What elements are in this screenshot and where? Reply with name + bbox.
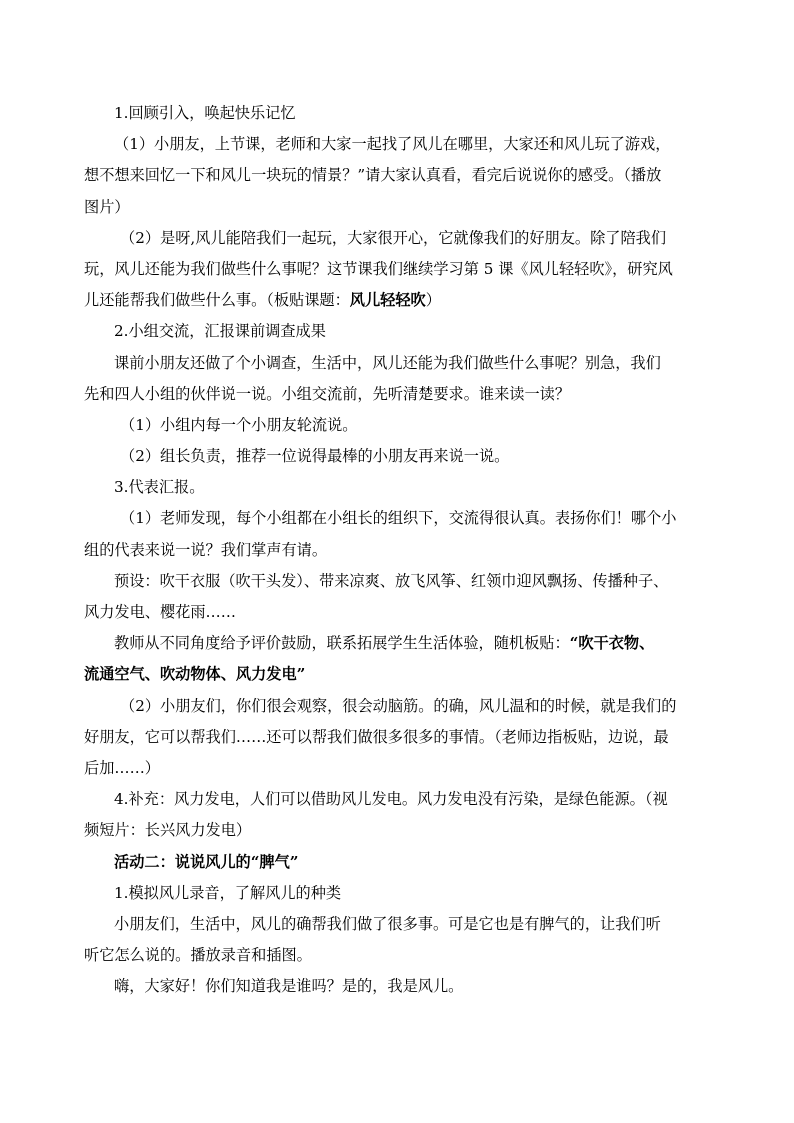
paragraph-line: 先和四人小组的伙伴说一说。小组交流前，先听清楚要求。谁来读一读？ [84, 384, 570, 403]
board-words-bold: “吹干衣物、 [569, 634, 655, 653]
paragraph-line: 小朋友们，生活中，风儿的确帮我们做了很多事。可是它也是有脾气的，让我们听 [114, 914, 661, 933]
paragraph-line: 听它怎么说的。播放录音和插图。 [84, 946, 312, 965]
section-heading: 3.代表汇报。 [114, 478, 205, 497]
paragraph-line: 课前小朋友还做了个小调查，生活中，风儿还能为我们做些什么事呢？别急，我们 [114, 353, 661, 372]
section-heading: 1.模拟风儿录音，了解风儿的种类 [114, 883, 342, 902]
paragraph-line: 预设：吹干衣服（吹干头发）、带来凉爽、放飞风筝、红领巾迎风飘扬、传播种子、 [114, 571, 669, 590]
paragraph-line: 频短片：长兴风力发电） [84, 821, 252, 840]
paragraph-line: 好朋友，它可以帮我们……还可以帮我们做很多很多的事情。（老师边指板贴，边说，最 [84, 727, 669, 746]
section-heading: 1.回顾引入，唤起快乐记忆 [114, 104, 296, 122]
paragraph-line: 风力发电、樱花雨…… [84, 603, 236, 621]
paragraph-text: 教师从不同角度给予评价鼓励，联系拓展学生生活体验，随机板贴： [114, 634, 570, 653]
paragraph-text: 儿还能帮我们做些什么事。（板贴课题： [84, 291, 350, 310]
paragraph-line: 玩，风儿还能为我们做些什么事呢？这节课我们继续学习第 5 课《风儿轻轻吹》，研究风 [84, 259, 673, 278]
paragraph-line: 嗨，大家好！你们知道我是谁吗？是的，我是风儿。 [114, 977, 464, 996]
paragraph-line: （2）是呀,风儿能陪我们一起玩，大家很开心，它就像我们的好朋友。除了陪我们 [120, 228, 667, 247]
paragraph-line: （1）老师发现，每个小组都在小组长的组织下，交流得很认真。表扬你们！哪个小 [120, 509, 677, 528]
paragraph-line: （2）组长负责，推荐一位说得最棒的小朋友再来说一说。 [120, 447, 510, 466]
paragraph-line [84, 628, 704, 659]
activity-heading: 活动二：说说风儿的“脾气” [114, 852, 299, 871]
paragraph-line: 后加……） [84, 758, 160, 777]
board-title-bold: 风儿轻轻吹 [349, 291, 426, 310]
paragraph-line: 组的代表来说一说？我们掌声有请。 [84, 540, 327, 559]
paragraph-line: （1）小朋友，上节课，老师和大家一起找了风儿在哪里，大家还和风儿玩了游戏， [114, 135, 671, 154]
paragraph-line [84, 285, 704, 316]
paragraph-line: 4.补充：风力发电，人们可以借助风儿发电。风力发电没有污染，是绿色能源。（视 [114, 790, 668, 809]
board-words-bold: 流通空气、吹动物体、风力发电” [84, 665, 306, 684]
lesson-plan-body [84, 98, 704, 1002]
paragraph-line: （1）小组内每一个小朋友轮流说。 [120, 415, 358, 434]
section-heading: 2.小组交流，汇报课前调查成果 [114, 322, 326, 341]
paragraph-line: 想不想来回忆一下和风儿一块玩的情景？”请大家认真看，看完后说说你的感受。（播放 [84, 166, 662, 185]
paragraph-line: 图片） [84, 197, 130, 216]
paragraph-line: （2）小朋友们，你们很会观察，很会动脑筋。的确，风儿温和的时候，就是我们的 [120, 696, 677, 715]
paragraph-text: ） [425, 291, 441, 310]
